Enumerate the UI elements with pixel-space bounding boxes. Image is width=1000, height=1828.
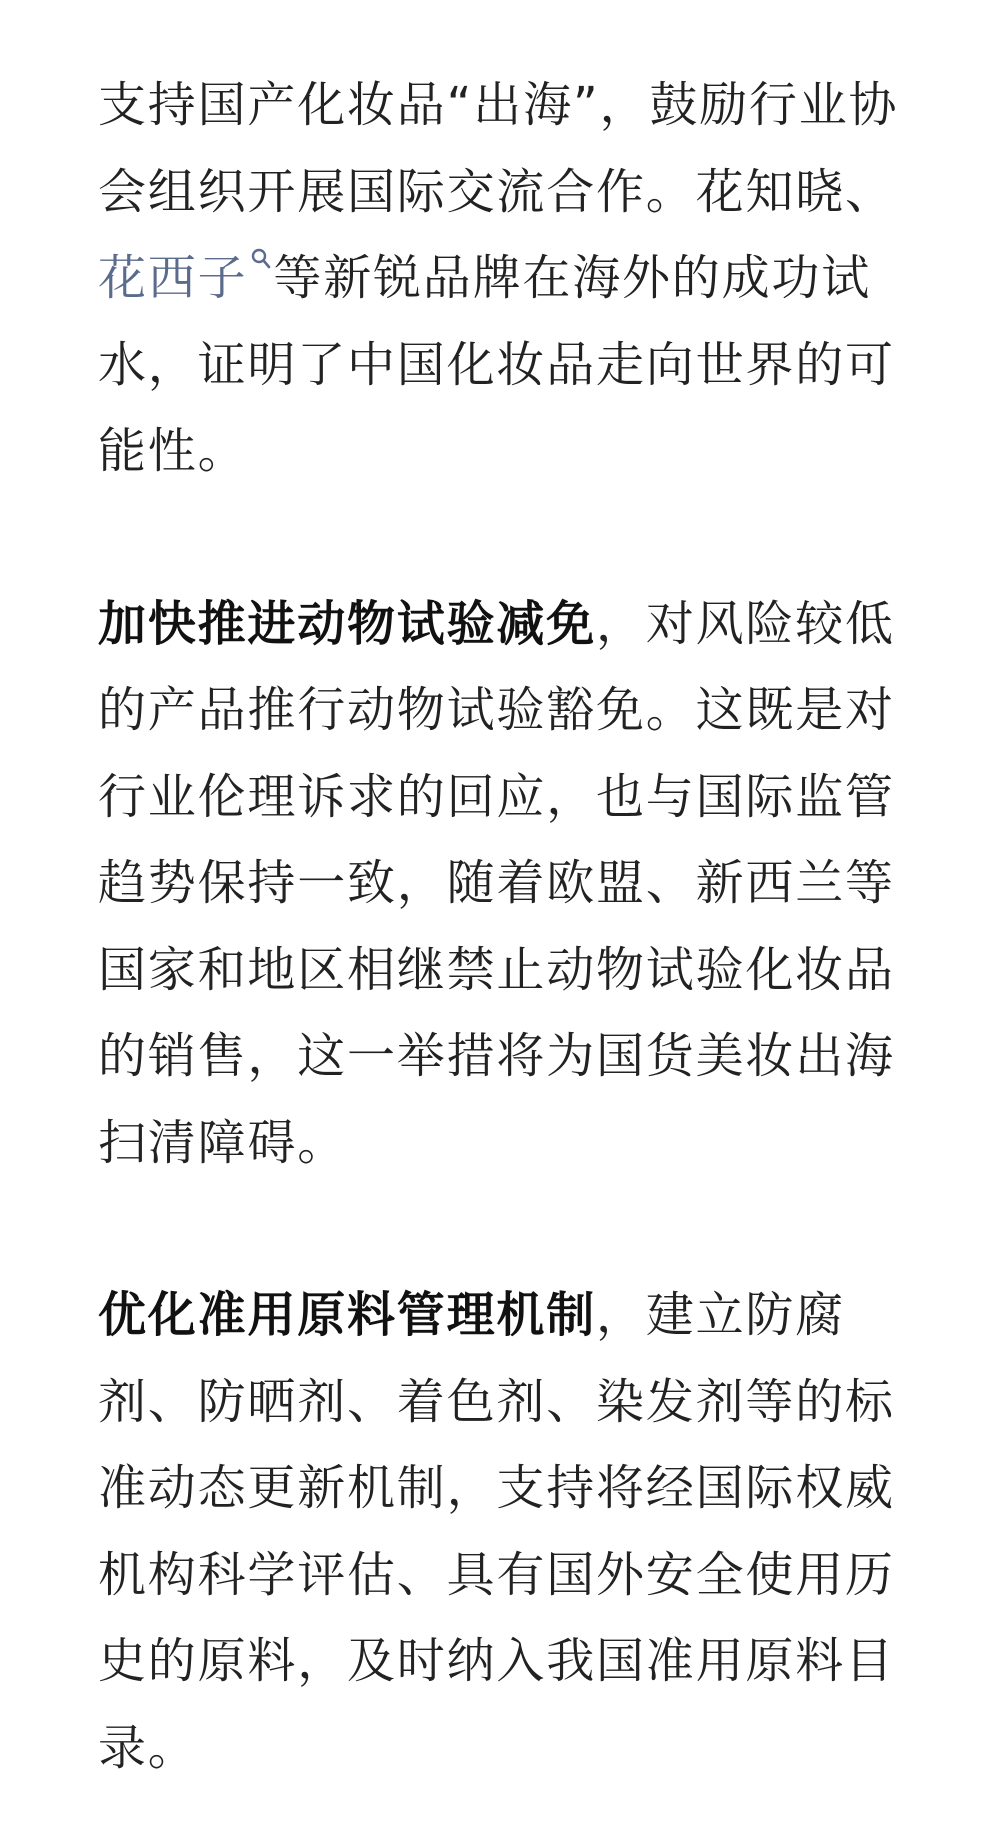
paragraph-ingredients	[98, 1272, 910, 1791]
paragraph-lead: 优化准用原料管理机制	[98, 1287, 597, 1343]
paragraph-text: 支持国产化妆品“出海”，鼓励行业协会组织开展国际交流合作。花知晓、	[98, 77, 899, 220]
paragraph-text: ，建立防腐剂、防晒剂、着色剂、染发剂等的标准动态更新机制，支持将经国际权威机构科学评估、具有国外安全使用历史的原料，及时纳入我国准用原料目录。	[98, 1287, 895, 1776]
paragraph-text: 等新锐品牌在海外的成功试水，证明了中国化妆品走向世界的可能性。	[98, 250, 895, 479]
paragraph-animal-testing	[98, 581, 910, 1187]
paragraph-lead: 加快推进动物试验减免	[98, 595, 597, 652]
paragraph-text: ，对风险较低的产品推行动物试验豁免。这既是对行业伦理诉求的回应，也与国际监管趋势保持一致，随着欧盟、新西兰等国家和地区相继禁止动物试验化妆品的销售，这一举措将为国货美妆出海扫清障碍。	[98, 595, 895, 1171]
paragraph-overseas	[98, 62, 910, 495]
search-icon[interactable]	[251, 248, 271, 270]
brand-link-huaxizi[interactable]: 花西子	[98, 250, 248, 306]
